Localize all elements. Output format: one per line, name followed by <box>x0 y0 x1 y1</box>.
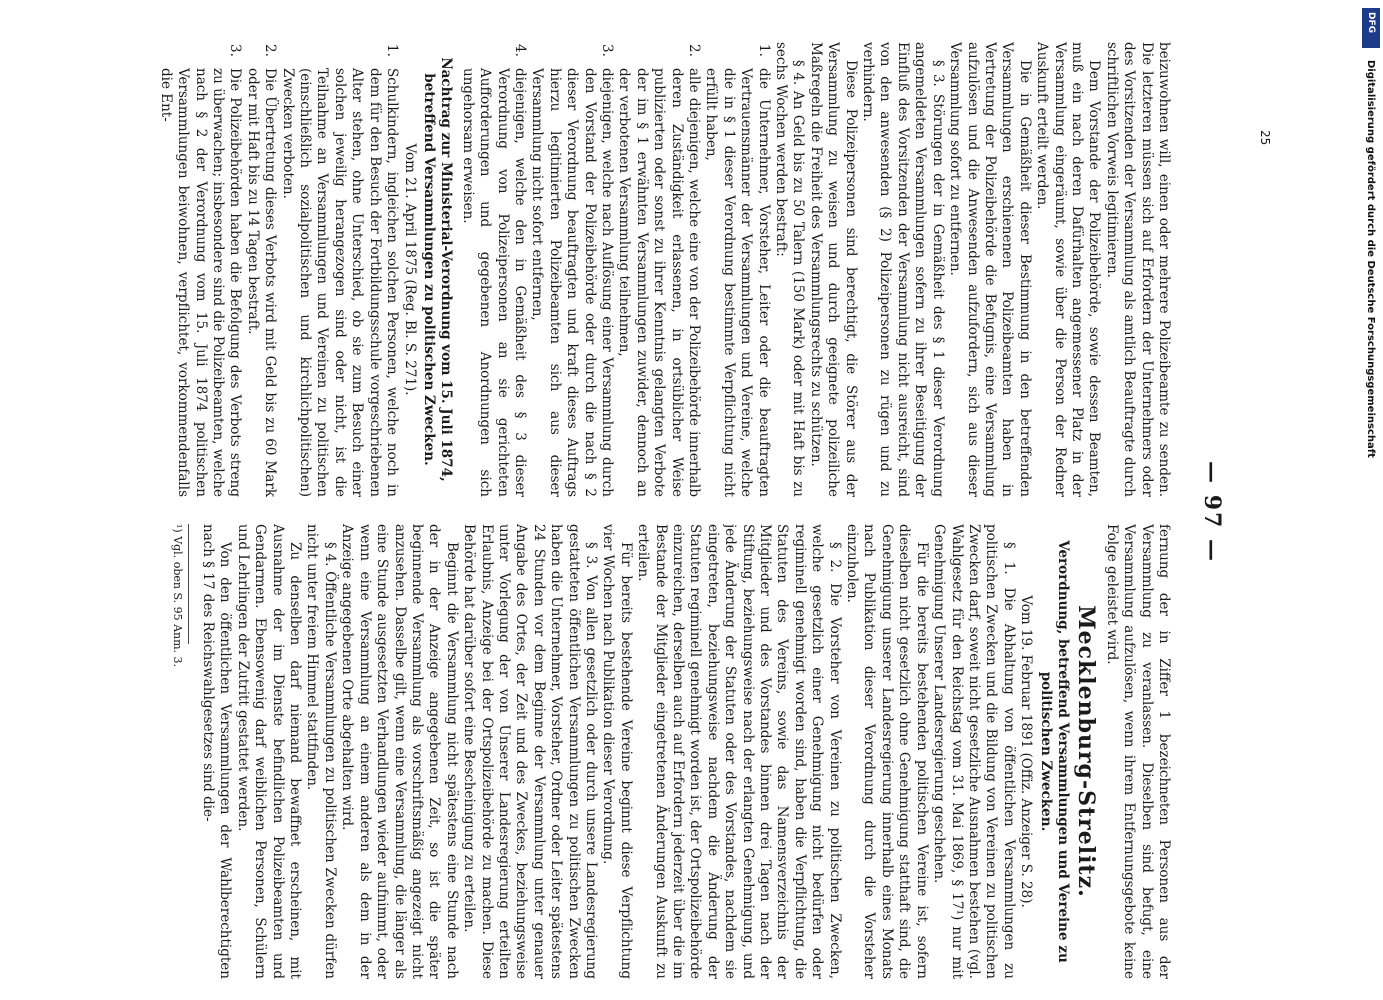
paragraph: beizuwohnen will, einen oder mehrere Polizeibeamte zu senden. Die letzteren müssen sich auf Erfordern der Unternehmers oder des Vorsitzenden der Versammlung als amtlich Beauftragte durch schriftlichen Vorweis legitimieren. <box>1103 42 1172 497</box>
section-paragraph: § 2. Die Vorsteher von Vereinen zu politischen Zwecken, welche gesetzlich einer Genehmigung nicht bedürfen oder regiminell genehmigt worden sind, haben die Verpflichtung, die Statuten des Vereins, sowie das Namensverzeichnis der Mitglieder und des Vorstandes binnen drei Tagen nach der Stiftung, beziehungsweise nach der erlangten Genehmigung, und jede Änderung der Statuten oder des Vorstandes, nachdem sie eingetreten, beziehungsweise nachdem die Änderung der Statuten regiminell genehmigt worden ist, der Ortspolizeibehörde einzureichen, derselben auch auf Erfordern jederzeit über die im Bestande der Mitglieder eingetretenen Änderungen Auskunft zu erteilen. <box>635 524 843 979</box>
list-item <box>458 42 528 497</box>
list-item <box>702 42 772 497</box>
list-number: 3. <box>227 44 244 57</box>
left-column <box>22 42 1172 497</box>
section-paragraph: § 4. An Geld bis zu 50 Talern (150 Mark) oder mit Haft bis zu sechs Wochen werden bestraft: <box>773 42 807 497</box>
paragraph: Diese Polizeipersonen sind berechtigt, die Störer aus der Versammlung zu weisen und durch geeignete polizeiliche Maßregeln die Freiheit des Versammlungsrechts zu schützen. <box>807 42 859 497</box>
paragraph: fernung der in Ziffer 1 bezeichneten Personen aus der Versammlung zu veranlassen. Dieselben sind befugt, eine Versammlung aufzulösen, wenn ihrem Entfernungsgebote keine Folge geleistet wird. <box>1103 524 1172 979</box>
paragraph: Dem Vorstande der Polizeibehörde, sowie dessen Beamten, muß ein nach deren Dafürhalten angemessener Platz in der Versammlung eingeräumt, sowie über die Person der Redner Auskunft erteilt werden. <box>1034 42 1103 497</box>
footnote: ¹) Vgl. oben S. 95 Anm. 3. <box>170 524 184 668</box>
list-number: 3. <box>599 44 615 57</box>
paragraph: Von den öffentlichen Versammlungen der Wahlberechtigten nach § 17 des Reichswahlgesetzes sind die- <box>200 524 234 979</box>
paragraph: Die in Gemäßheit dieser Bestimmung in den betreffenden Versammlungen erschienenen Polizeibeamten haben in Vertretung der Polizeibehörde die Befugnis, eine Versammlung aufzulösen und die Anwesenden aufzufordern, sich aus dieser Versammlung sofort zu entfernen. <box>947 42 1033 497</box>
list-number: 1. <box>755 44 772 57</box>
right-column <box>22 524 1172 979</box>
list-number: 2. <box>686 44 703 57</box>
list-number: 2. <box>262 44 279 57</box>
sheet-number: 25 <box>1258 130 1272 146</box>
dfg-logo-text: DFG <box>1366 12 1376 34</box>
paragraph: Zu denselben darf niemand bewaffnet erscheinen, mit Ausnahme der im Dienste befindlichen Polizeibeamten und Gendarmen. Ebensowenig darf weiblichen Personen, Schülern und Lehrlingen der Zutritt gestattet werden. <box>234 524 304 979</box>
paragraph: Für bereits bestehende Vereine beginnt diese Verpflichtung vier Wochen nach Publikation dieser Verordnung. <box>600 524 634 979</box>
digitization-credit: Digitalisierung gefördert durch die Deutsche Forschungsgemeinschaft <box>1365 60 1376 458</box>
list-item <box>243 42 278 497</box>
list-text: diejenigen, welche nach Auflösung einer Versammlung durch den Vorstand der Polizeibehörde oder durch die nach § 2 dieser Verordnung beauftragten und kraft dieses Auftrags hierzu legitimierten Polizeibeamten sich aus dieser Versammlung nicht sofort entfernen, <box>529 68 615 497</box>
state-heading: Mecklenburg-Strelitz. <box>1073 605 1100 898</box>
page-number: — 97 — <box>1199 461 1225 563</box>
list-item <box>278 42 400 497</box>
footnote-divider <box>188 524 189 644</box>
list-number: 1. <box>384 44 401 57</box>
list-number: 4. <box>511 44 528 57</box>
list-item <box>615 42 702 497</box>
ordinance-date: Vom 19. Februar 1891 (Offiz. Anzeiger S. 28). <box>1018 595 1035 908</box>
nachtrag-date: Vom 21. April 1875 (Reg. Bl. S. 271). <box>401 143 418 396</box>
paragraph: Beginnt die Versammlung nicht spätestens eine Stunde nach der in der Anzeige angegebenen Zeit, so ist die später beginnende Versammlung als vorschriftsmäßig angezeigt nicht anzusehen. Dasselbe gilt, wenn eine Versammlung, die länger als eine Stunde ausgesetzten Verhandlungen wieder aufnimmt, oder wenn eine Versammlung an einem anderen als dem in der Anzeige angegebenen Orte abgehalten wird. <box>339 524 460 979</box>
page-header <box>1180 42 1225 982</box>
list-item <box>156 42 243 497</box>
paragraph: Für die bereits bestehenden politischen Vereine ist, sofern dieselben nicht gesetzlich ohne Genehmigung statthaft sind, die Genehmigung unserer Landesregierung innerhalb eines Monats nach Publikation dieser Verordnung durch die Vorsteher einzuholen. <box>844 524 930 979</box>
list-item <box>528 42 615 497</box>
rotated-document-page <box>5 42 1225 982</box>
list-text: die Unternehmer, Vorsteher, Leiter oder die beauftragten Vertrauensmänner der Versammlungen und Vereine, welche die in § 1 dieser Verordnung bestimmte Verpflichtung nicht erfüllt haben, <box>703 68 772 497</box>
list-text: alle diejenigen, welche eine von der Polizeibehörde innerhalb deren Zuständigkeit erlassenen, in ortsüblicher Weise publizierten oder sonst zu ihrer Kenntnis gelangten Verbote der im § 1 erwähnten Versammlungen zuwider, dennoch an der verbotenen Versammlung teilnehmen, <box>616 68 703 497</box>
section-paragraph: § 3. Störungen der in Gemäßheit des § 1 dieser Verordnung angemeldeten Versammlungen sofern zu ihrer Beseitigung der Einfluß des Vorsitzenden der Versammlung nicht ausreicht, sind von den anwesenden (§ 2) Polizeipersonen zu rügen und zu verhindern. <box>860 42 946 497</box>
list-text: Die Polizeibehörden haben die Befolgung des Verbots streng zu überwachen; insbesondere sind die Polizeibeamten, welche nach § 2 der Verordnung vom 15. Juli 1874 politischen Versammlungen beiwohnen, verpflichtet, vorkommendenfalls die Ent- <box>157 68 244 497</box>
section-paragraph: § 4. Öffentliche Versammlungen zu politischen Zwecken dürfen nicht unter freiem Himmel stattfinden. <box>304 524 338 979</box>
dfg-logo <box>1362 8 1380 48</box>
ordinance-title: Verordnung, betreffend Versammlungen und Vereine zu politischen Zwecken. <box>1037 540 1071 963</box>
list-text: Die Übertretung dieses Verbots wird mit Geld bis zu 60 Mark oder mit Haft bis zu 14 Tagen bestraft. <box>244 68 279 497</box>
list-text: diejenigen, welche den in Gemäßheit des § 3 dieser Verordnung von Polizeipersonen an sie gerichteten Aufforderungen und gegebenen Anordnungen sich ungehorsam erweisen. <box>459 68 528 497</box>
section-paragraph: § 3. Von allen gesetzlich oder durch unsere Landesregierung gestatteten öffentlichen Versammlungen zu politischen Zwecken haben die Unternehmer, Vorsteher, Ordner oder Leiter spätestens 24 Stunden vor dem Beginne der Versammlung unter genauer Angabe des Ortes, der Zeit und des Zweckes, beziehungsweise unter Vorlegung der von Unserer Landesregierung erteilten Erlaubnis, Anzeige bei der Ortspolizeibehörde zu machen. Diese Behörde hat darüber sofort eine Bescheinigung zu erteilen. <box>461 524 599 979</box>
nachtrag-title: Nachtrag zur Ministerial-Verordnung vom 15. Juli 1874, betreffend Versammlungen zu politischen Zwecken. <box>420 57 455 482</box>
section-paragraph: § 1. Die Abhaltung von öffentlichen Versammlungen zu politischen Zwecken und die Bildung von Vereinen zu politischen Zwecken darf, soweit nicht gesetzliche Ausnahmen bestehen (vgl. Wahlgesetz für den Reichstag vom 31. Mai 1869, § 17¹) nur mit Genehmigung Unserer Landesregierung geschehen. <box>931 524 1017 979</box>
list-text: Schulkindern, ingleichen solchen Personen, welche noch in dem für den Besuch der Fortbildungsschule vorgeschriebenen Alter stehen, ohne Unterschied, ob sie zum Besuch einer solchen jeweilig herangezogen sind oder nicht, ist die Teilnahme an Versammlungen und Vereinen zu politischen (einschließlich sozialpolitischen und kirchlichpolitischen) Zwecken verboten. <box>279 68 401 497</box>
